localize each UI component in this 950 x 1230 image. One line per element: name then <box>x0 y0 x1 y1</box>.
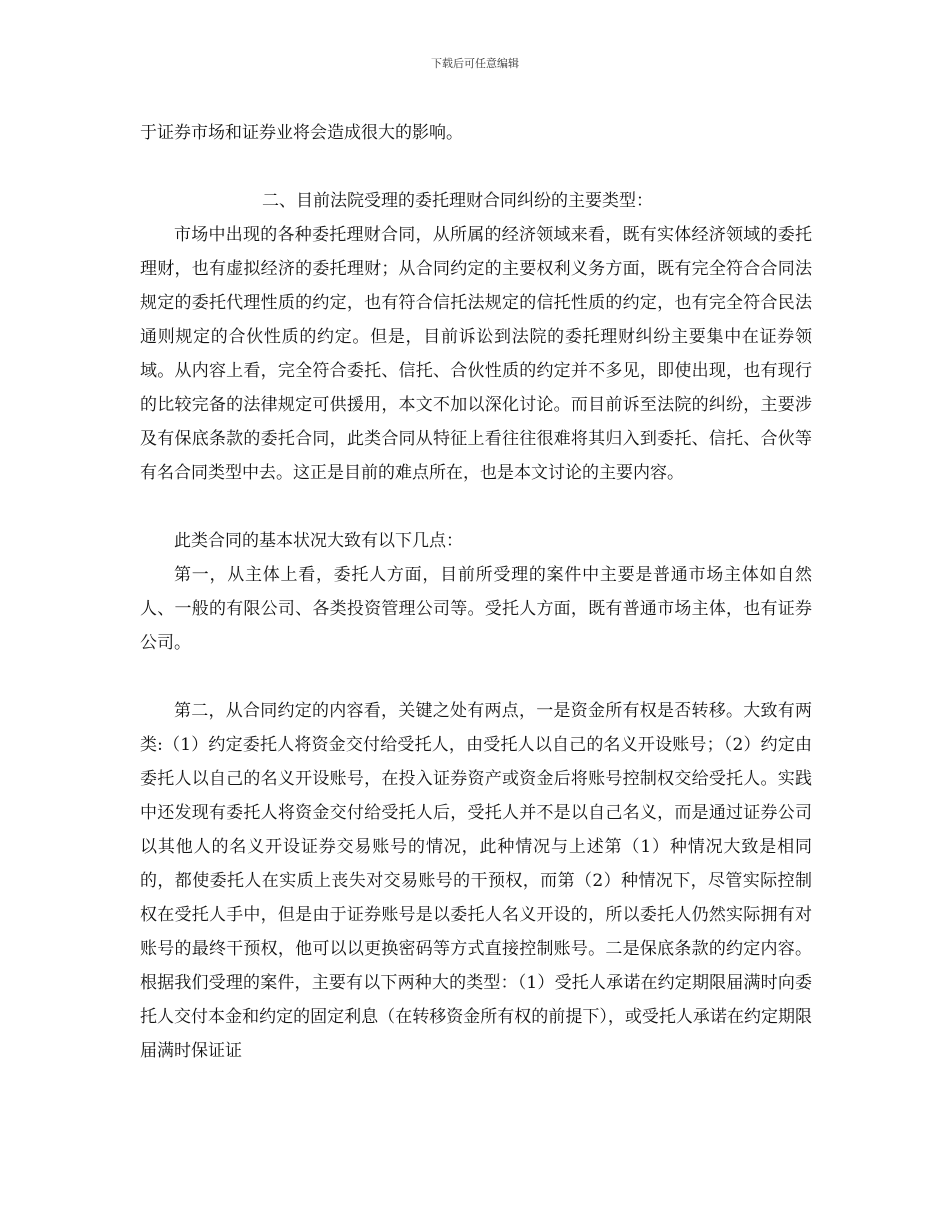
document-body <box>140 116 812 1068</box>
paragraph-contract-types: 市场中出现的各种委托理财合同，从所属的经济领域来看，既有实体经济领域的委托理财，也有虚拟经济的委托理财；从合同约定的主要权利义务方面，既有完全符合合同法规定的委托代理性质的约定，也有符合信托法规定的信托性质的约定，也有完全符合民法通则规定的合伙性质的约定。但是，目前诉讼到法院的委托理财纠纷主要集中在证券领域。从内容上看，完全符合委托、信托、合伙性质的约定并不多见，即使出现，也有现行的比较完备的法律规定可供援用，本文不加以深化讨论。而目前诉至法院的纠纷，主要涉及有保底条款的委托合同，此类合同从特征上看往往很难将其归入到委托、信托、合伙等有名合同类型中去。这正是目前的难点所在，也是本文讨论的主要内容。 <box>140 225 812 483</box>
paragraph-gap <box>140 490 812 524</box>
paragraph-continuation: 于证券市场和证券业将会造成很大的影响。 <box>140 123 463 143</box>
paragraph-gap <box>140 150 812 184</box>
paragraph-first-point: 第一，从主体上看，委托人方面，目前所受理的案件中主要是普通市场主体如自然人、一般的有限公司、各类投资管理公司等。受托人方面，既有普通市场主体，也有证券公司。 <box>140 565 812 653</box>
paragraph-basic-situation: 此类合同的基本状况大致有以下几点： <box>174 531 463 551</box>
section-heading: 二、目前法院受理的委托理财合同纠纷的主要类型： <box>262 191 653 211</box>
paragraph-gap <box>140 660 812 694</box>
paragraph-second-point: 第二，从合同约定的内容看，关键之处有两点，一是资金所有权是否转移。大致有两类:（1）约定委托人将资金交付给受托人，由受托人以自己的名义开设账号；（2）约定由委托人以自己的名义开设账号，在投入证券资产或资金后将账号控制权交给受托人。实践中还发现有委托人将资金交付给受托人后，受托人并不是以自己名义，而是通过证券公司以其他人的名义开设证券交易账号的情况，此种情况与上述第（1）种情况大致是相同的，都使委托人在实质上丧失对交易账号的干预权，而第（2）种情况下，尽管实际控制权在受托人手中，但是由于证券账号是以委托人名义开设的，所以委托人仍然实际拥有对账号的最终干预权，他可以以更换密码等方式直接控制账号。二是保底条款的约定内容。根据我们受理的案件，主要有以下两种大的类型：（1）受托人承诺在约定期限届满时向委托人交付本金和约定的固定利息（在转移资金所有权的前提下），或受托人承诺在约定期限届满时保证证 <box>140 701 812 1061</box>
page-header: 下载后可任意编辑 <box>431 57 519 70</box>
